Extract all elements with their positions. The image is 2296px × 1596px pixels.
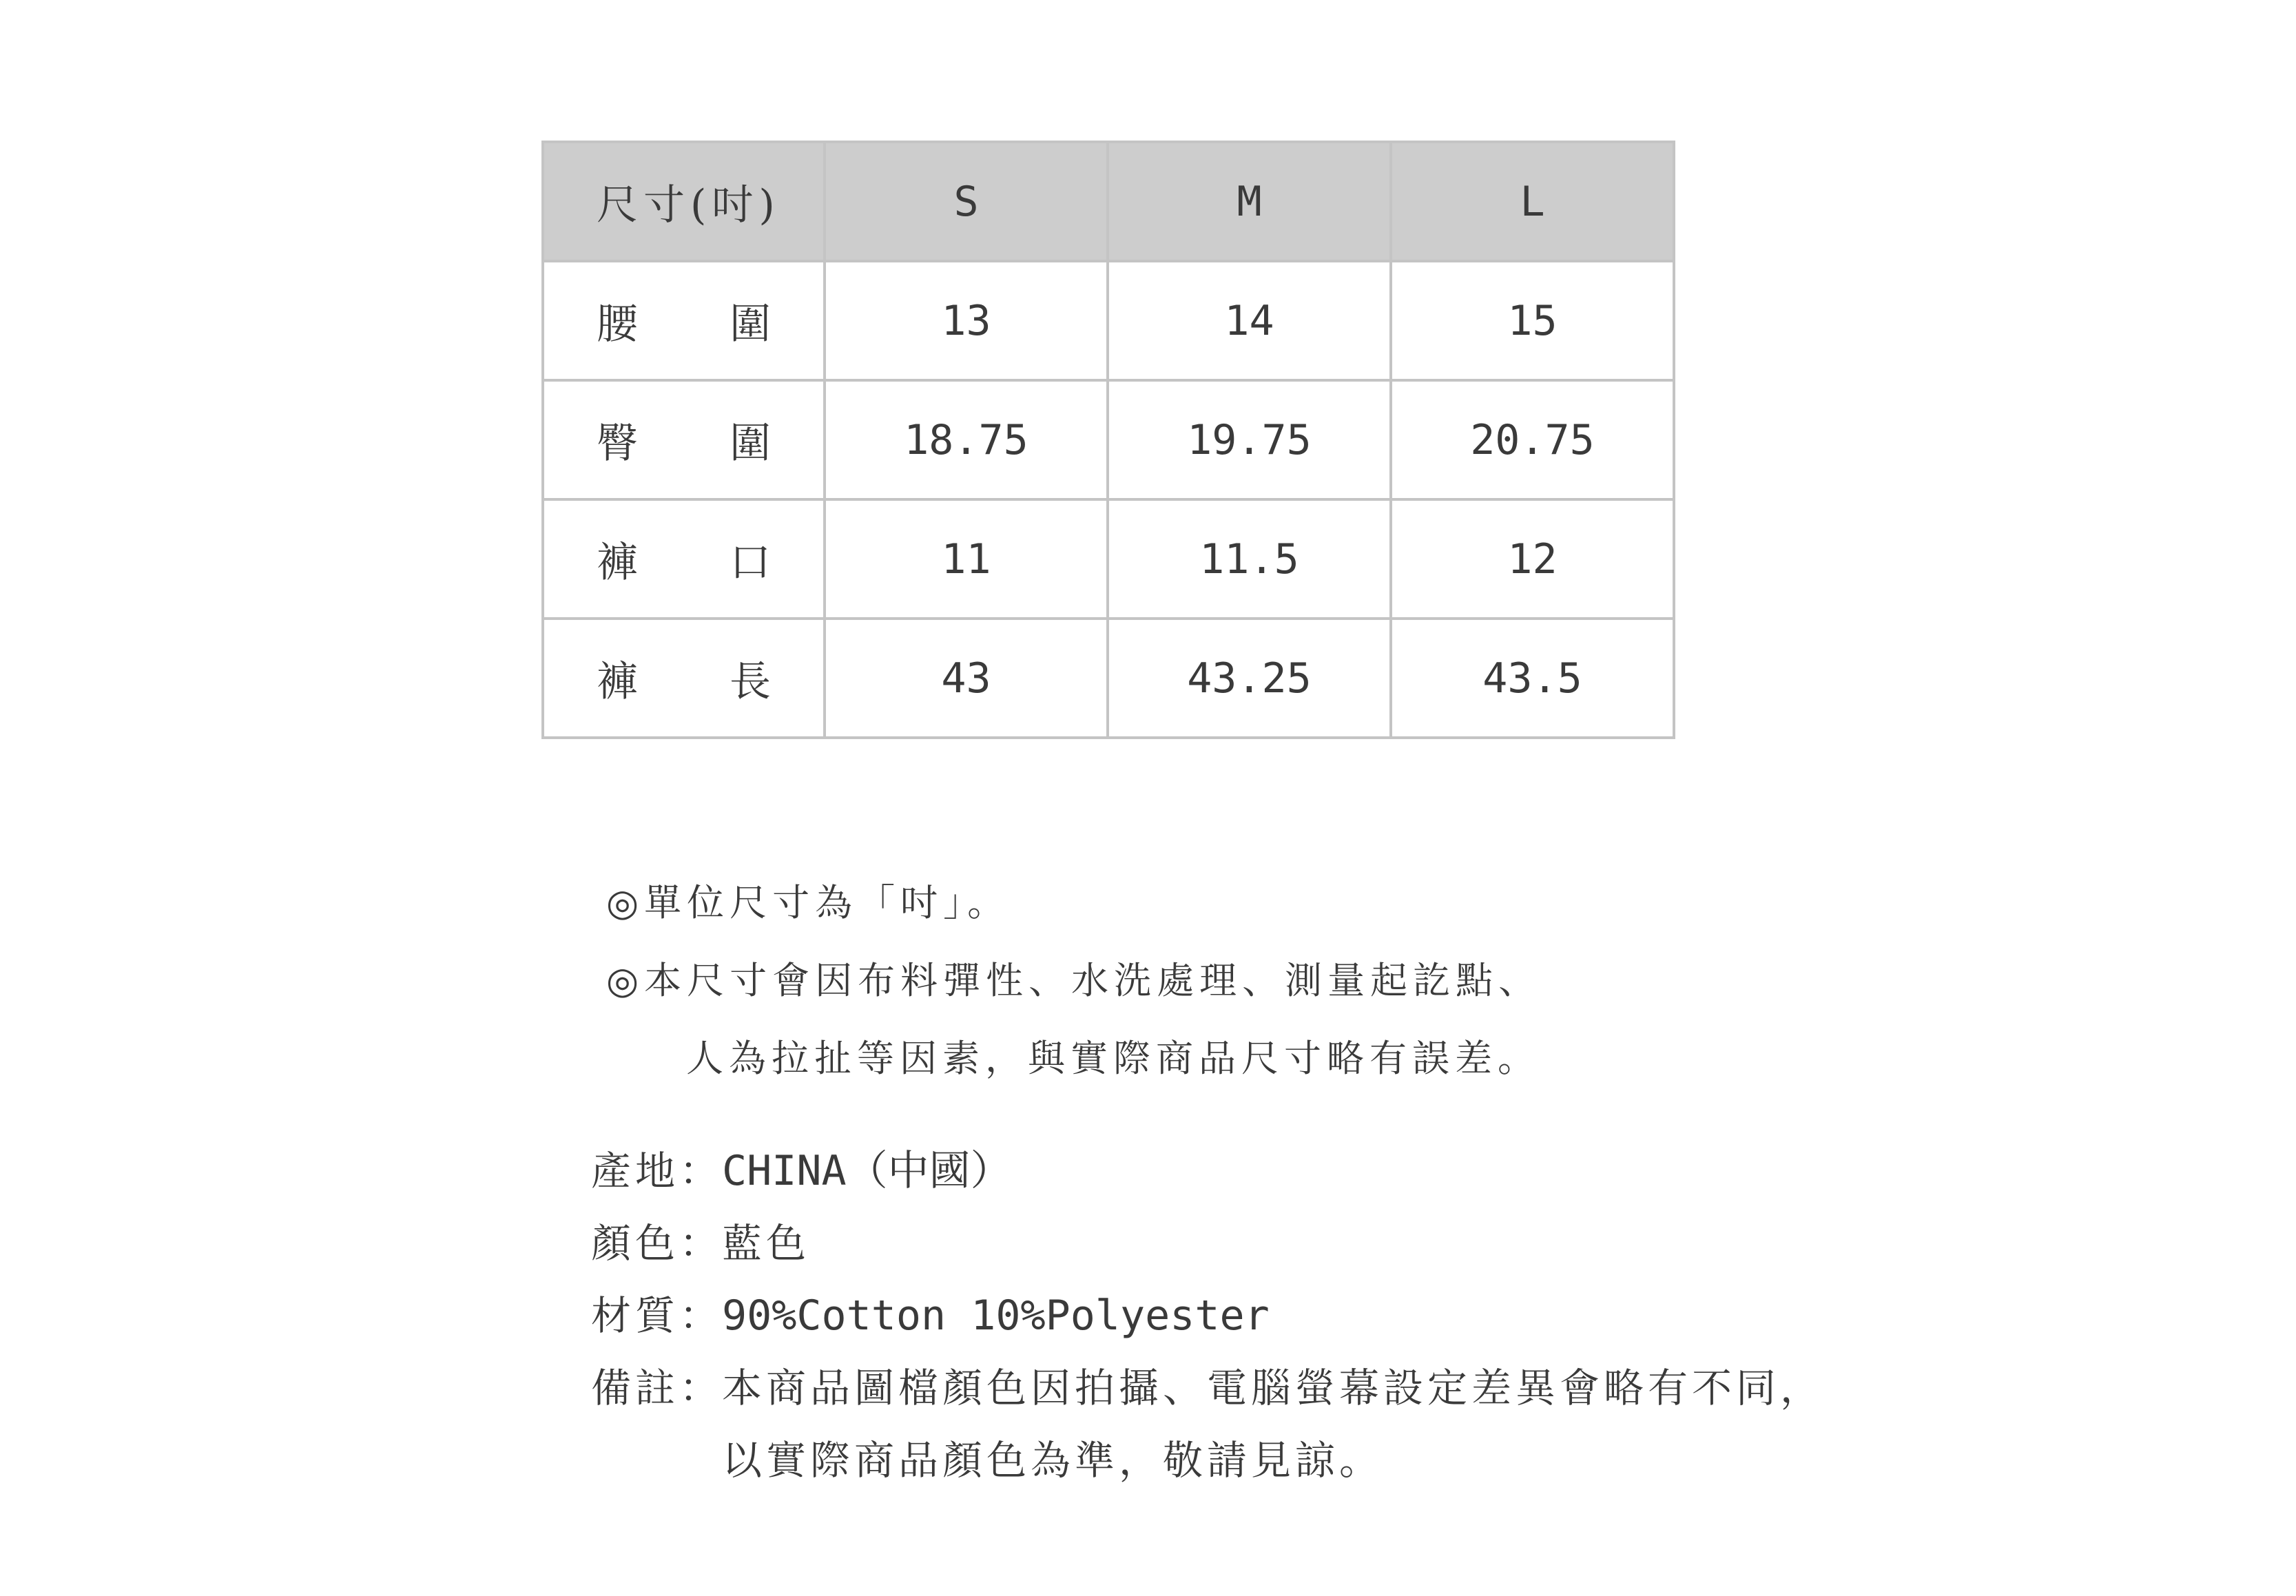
table-header-row (543, 142, 1674, 261)
header-label-cell (543, 142, 825, 261)
table-cell: 43.25 (1108, 619, 1391, 738)
info-color (591, 1208, 1824, 1280)
header-label: 尺寸(吋) (597, 180, 780, 229)
note-line: 人為拉扯等因素，與實際商品尺寸略有誤差。 (686, 1037, 1540, 1080)
table-row (543, 380, 1674, 499)
table-cell: 43.5 (1391, 619, 1674, 738)
info-value: 90%Cotton 10%Polyester (722, 1292, 1270, 1340)
table-row (543, 261, 1674, 380)
table-cell: 13 (825, 261, 1108, 380)
note-line: ◎本尺寸會因布料彈性、水洗處理、測量起訖點、 (606, 959, 1542, 1002)
row-label-length (543, 619, 825, 738)
row-label-part: 褲 (597, 538, 638, 587)
header-size-m: M (1108, 142, 1391, 261)
size-chart-table (541, 141, 1675, 739)
table-cell: 11 (825, 499, 1108, 619)
header-size-l: L (1391, 142, 1674, 261)
table-cell: 14 (1108, 261, 1391, 380)
measurement-notes (606, 864, 1541, 1097)
table-cell: 19.75 (1108, 380, 1391, 499)
row-label-part: 臀 (597, 419, 638, 468)
info-value: 本商品圖檔顏色因拍攝、電腦螢幕設定差異會略有不同， (722, 1365, 1825, 1411)
table-cell: 12 (1391, 499, 1674, 619)
info-value: CHINA（中國） (722, 1147, 1012, 1195)
table-cell: 20.75 (1391, 380, 1674, 499)
row-label-part: 口 (730, 538, 771, 587)
info-material (591, 1280, 1824, 1352)
table-row (543, 619, 1674, 738)
info-key: 產地： (591, 1148, 724, 1194)
row-label-part: 褲 (597, 657, 638, 706)
table-cell: 43 (825, 619, 1108, 738)
info-remark (591, 1352, 1824, 1424)
row-label-leg-opening (543, 499, 825, 619)
info-key: 材質： (591, 1292, 724, 1339)
product-info (591, 1135, 1824, 1497)
row-label-part: 腰 (597, 300, 638, 349)
header-size-s: S (825, 142, 1108, 261)
info-origin (591, 1135, 1824, 1208)
table-cell: 15 (1391, 261, 1674, 380)
table-cell: 11.5 (1108, 499, 1391, 619)
info-key: 顏色： (591, 1220, 724, 1267)
row-label-part: 長 (730, 657, 771, 706)
note-line: ◎單位尺寸為「吋」。 (606, 881, 1011, 924)
table-cell: 18.75 (825, 380, 1108, 499)
row-label-waist (543, 261, 825, 380)
info-value: 藍色 (722, 1220, 811, 1267)
table-row (543, 499, 1674, 619)
info-remark-continued: 以實際商品顏色為準，敬請見諒。 (722, 1437, 1384, 1484)
row-label-hip (543, 380, 825, 499)
row-label-part: 圍 (730, 419, 771, 468)
row-label-part: 圍 (730, 300, 771, 349)
info-key: 備註： (591, 1365, 724, 1411)
